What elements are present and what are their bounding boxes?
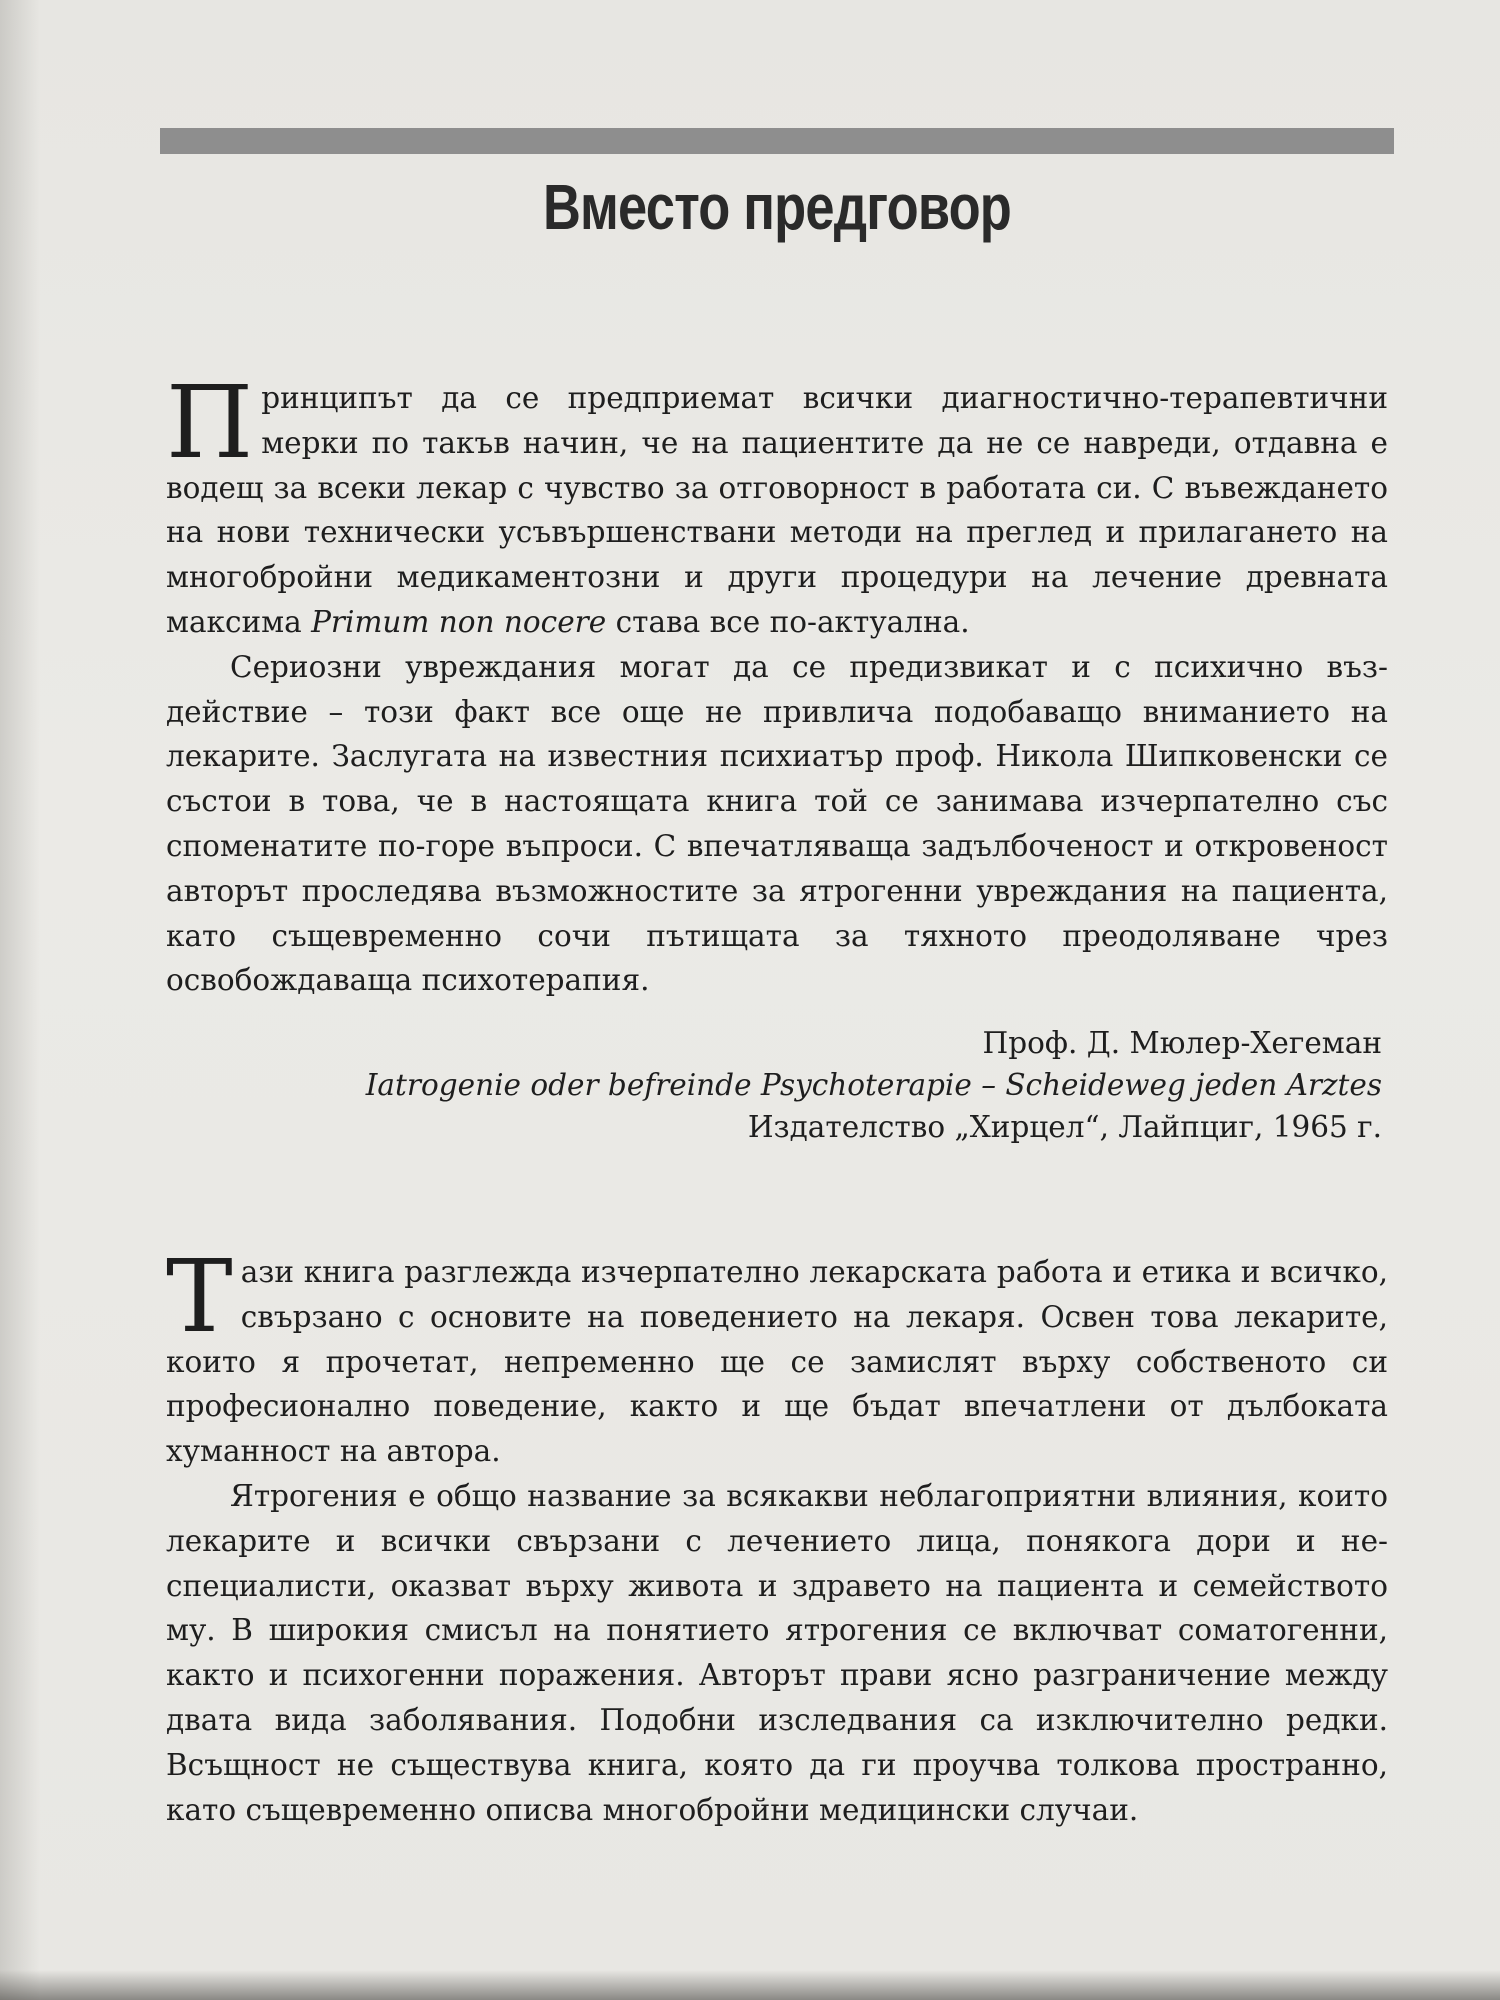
page-title: Вместо предговор [542,171,1012,243]
drop-cap: Т [166,1238,233,1355]
latin-maxim: Primum non nocere [311,604,607,639]
paragraph [166,364,1388,645]
paragraph: Ятрогения е общо название за всякакви неблагоприятни влияния, които лекарите и всички свързани с лечението лица, понякога дори и неспециалисти, оказват върху живота и здравето на пациента и семейството му. В широкия смисъл на понятието ятрогения се включват соматогенни, както и психогенни поражения. Авторът прави ясно разграничение между двата вида заболявания. Подобни изследвания са изключително редки. Всъщност не съществува книга, която да ги проучва толкова пространно, като същевременно описва многобройни медицински случаи. [166,1478,1388,1827]
paragraph [166,1238,1388,1474]
paragraph-text: ринципът да се предприемат всички диагностично-терапевтични мерки по такъв начин, че на пациентите да не се навреди, отдавна е водещ за всеки лекар с чувство за отговорност в работата си. С въвеждането на нови технически усъвършенствани методи на преглед и прилагането на многобройни медикаментозни и други процедури на лечение древната максима [166,381,1388,639]
paragraph-text: ази книга разглежда изчерпателно лекарската работа и етика и всичко, свързано с основите на поведението на лекаря. Освен това лекарите, които я прочетат, непременно ще се замислят върху собственото си професионално поведение, както и ще бъдат впечатлени от дълбоката хуманност на автора. [166,1255,1388,1469]
foreword-quote-section [166,364,1388,1003]
page-edge-shadow [0,0,40,2000]
paragraph-text: става все по-актуална. [606,604,970,639]
drop-cap: П [166,364,254,481]
attribution-publisher: Издателство „Хирцел“, Лайпциг, 1965 г. [747,1110,1382,1144]
quote-attribution [166,1022,1382,1148]
page-bottom-shadow [0,1970,1500,2000]
paragraph: Сериозни увреждания могат да се предизвикат и с психично въздействие – този факт все още не привлича подобаващо вниманието на лекарите. Заслугата на известния психиатър проф. Никола Шипковенски се състои в това, че в настоящата книга той се занимава изчерпателно със споменатите по-горе въпроси. С впечатляваща задълбоченост и откровеност авторът проследява възможностите за ятрогенни увреждания на пациента, като същевременно сочи пътищата за тяхното преодоляване чрез освобождаваща психотерапия. [166,649,1388,998]
foreword-body-section [166,1238,1388,1832]
attribution-work-title: Iatrogenie oder befreinde Psychoterapie – Scheideweg jeden Arztes [365,1068,1382,1102]
header-rule [160,128,1394,154]
attribution-author: Проф. Д. Мюлер-Хегеман [982,1026,1382,1060]
